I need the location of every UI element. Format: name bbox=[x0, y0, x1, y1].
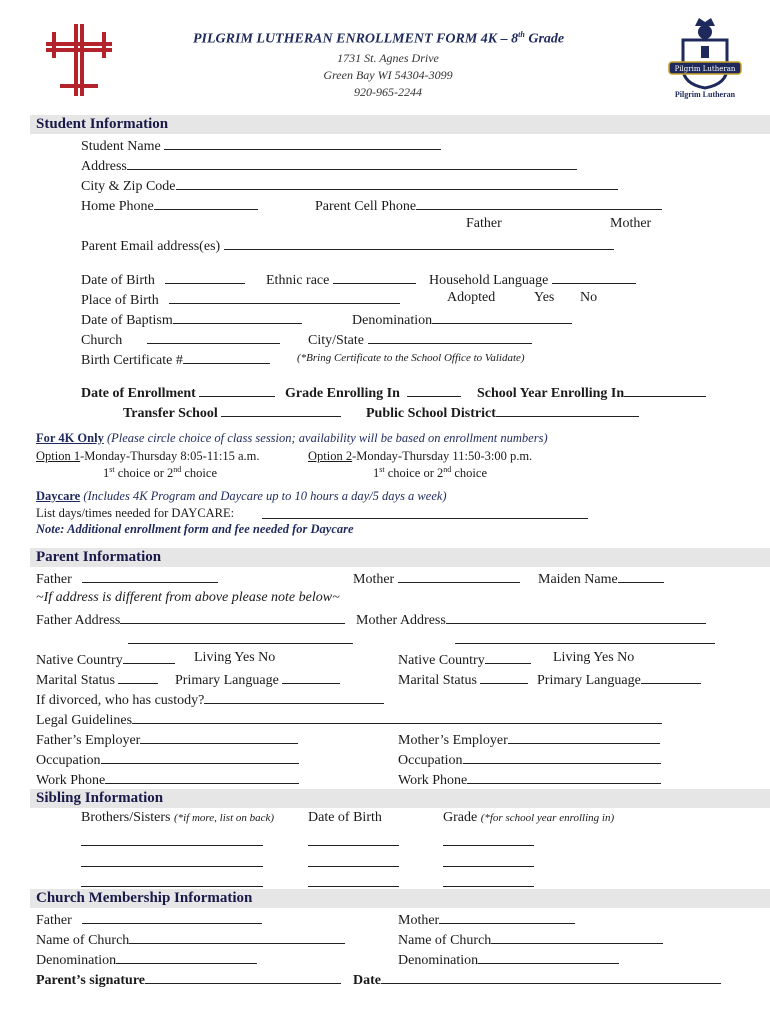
father-occupation-field[interactable] bbox=[36, 750, 299, 769]
cross-icon bbox=[46, 24, 112, 96]
parent-father-label: Father bbox=[36, 572, 72, 587]
home-phone-label: Home Phone bbox=[81, 199, 154, 214]
city-zip-field[interactable] bbox=[81, 176, 618, 195]
maiden-name-field[interactable] bbox=[538, 569, 664, 588]
mother-church-name-label: Name of Church bbox=[398, 933, 492, 948]
address-label: Address bbox=[81, 159, 127, 174]
mother-employer-label: Mother’s Employer bbox=[398, 733, 508, 748]
fourk-heading: For 4K Only (Please circle choice of class session; availability will be based on enrollment numbers) bbox=[36, 431, 548, 445]
father-church-name-field[interactable] bbox=[36, 930, 345, 949]
mother-denomination-label: Denomination bbox=[398, 953, 479, 968]
mother-primary-language-label: Primary Language bbox=[537, 673, 641, 688]
parent-email-field[interactable] bbox=[81, 236, 614, 255]
ethnic-label: Ethnic race bbox=[266, 273, 330, 288]
cell-father-label: Father bbox=[466, 216, 502, 231]
parent-father-field[interactable] bbox=[36, 569, 218, 588]
father-address-label: Father Address bbox=[36, 613, 121, 628]
address-field[interactable] bbox=[81, 156, 577, 175]
sibling-info-heading: Sibling Information bbox=[30, 789, 770, 808]
father-primary-language-field[interactable] bbox=[175, 670, 340, 689]
church-father-field[interactable] bbox=[36, 910, 262, 929]
sibling-grade-label: Grade (*for school year enrolling in) bbox=[443, 810, 615, 825]
mother-address-line-2[interactable] bbox=[455, 643, 715, 644]
pob-label: Place of Birth bbox=[81, 293, 159, 308]
enroll-date-label: Date of Enrollment bbox=[81, 386, 196, 401]
cross-logo bbox=[46, 24, 112, 96]
student-info-heading: Student Information bbox=[30, 115, 770, 134]
custody-label: If divorced, who has custody? bbox=[36, 693, 205, 708]
church-mother-label: Mother bbox=[398, 913, 440, 928]
daycare-list-label: List days/times needed for DAYCARE: bbox=[36, 506, 235, 520]
sibling-name-line[interactable] bbox=[81, 845, 263, 846]
legal-label: Legal Guidelines bbox=[36, 713, 133, 728]
form-title: PILGRIM LUTHERAN ENROLLMENT FORM 4K – 8th Grade bbox=[193, 30, 565, 47]
home-phone-field[interactable] bbox=[81, 196, 258, 215]
church-mother-field[interactable] bbox=[398, 910, 575, 929]
mother-living[interactable]: Living Yes No bbox=[553, 650, 635, 665]
parent-info-heading: Parent Information bbox=[30, 548, 770, 567]
maiden-name-label: Maiden Name bbox=[538, 572, 618, 587]
parent-mother-field[interactable] bbox=[353, 569, 520, 588]
crest-label: Pilgrim Lutheran bbox=[674, 90, 736, 99]
father-work-phone-field[interactable] bbox=[36, 770, 299, 789]
mother-work-phone-field[interactable] bbox=[398, 770, 661, 789]
mother-work-phone-label: Work Phone bbox=[398, 773, 468, 788]
denomination-field[interactable] bbox=[352, 310, 572, 329]
father-marital-label: Marital Status bbox=[36, 673, 115, 688]
parent-cell-label: Parent Cell Phone bbox=[315, 199, 417, 214]
student-name-field[interactable] bbox=[81, 136, 441, 155]
fourk-option-1-choice[interactable]: 1st choice or 2nd choice bbox=[103, 465, 217, 481]
church-info-heading: Church Membership Information bbox=[30, 889, 770, 908]
father-employer-label: Father’s Employer bbox=[36, 733, 141, 748]
address-diff-note: ~If address is different from above please note below~ bbox=[36, 590, 340, 605]
church-label: Church bbox=[81, 333, 123, 348]
adopted-no[interactable]: No bbox=[580, 290, 598, 305]
mother-marital-field[interactable] bbox=[398, 670, 528, 689]
adopted-label: Adopted bbox=[447, 290, 496, 305]
school-address-1: 1731 St. Agnes Drive bbox=[337, 51, 439, 65]
sibling-dob-line[interactable] bbox=[308, 886, 399, 887]
mother-occupation-label: Occupation bbox=[398, 753, 463, 768]
father-address-field[interactable] bbox=[36, 610, 345, 629]
mother-occupation-field[interactable] bbox=[398, 750, 661, 769]
parent-cell-field[interactable] bbox=[315, 196, 662, 215]
father-denomination-label: Denomination bbox=[36, 953, 117, 968]
siblings-label: Brothers/Sisters (*if more, list on back) bbox=[81, 810, 275, 825]
father-address-line-2[interactable] bbox=[128, 643, 353, 644]
father-native-country-label: Native Country bbox=[36, 653, 123, 668]
daycare-list-line[interactable] bbox=[262, 518, 588, 519]
father-church-name-label: Name of Church bbox=[36, 933, 130, 948]
pob-field[interactable] bbox=[81, 290, 400, 309]
household-language-label: Household Language bbox=[429, 273, 549, 288]
city-state-field[interactable] bbox=[308, 330, 532, 349]
father-work-phone-label: Work Phone bbox=[36, 773, 106, 788]
legal-field[interactable] bbox=[36, 710, 662, 729]
city-zip-label: City & Zip Code bbox=[81, 179, 176, 194]
school-year-field[interactable] bbox=[477, 383, 706, 402]
baptism-label: Date of Baptism bbox=[81, 313, 173, 328]
birth-cert-label: Birth Certificate # bbox=[81, 353, 183, 368]
school-address-2: Green Bay WI 54304-3099 bbox=[323, 68, 453, 82]
household-language-field[interactable] bbox=[429, 270, 636, 289]
father-living[interactable]: Living Yes No bbox=[194, 650, 276, 665]
mother-church-name-field[interactable] bbox=[398, 930, 663, 949]
dob-field[interactable] bbox=[81, 270, 245, 289]
transfer-label: Transfer School bbox=[123, 406, 218, 421]
sibling-grade-line[interactable] bbox=[443, 886, 534, 887]
father-denomination-field[interactable] bbox=[36, 950, 257, 969]
fourk-option-1[interactable]: Option 1-Monday-Thursday 8:05-11:15 a.m. bbox=[36, 449, 260, 463]
sibling-name-line[interactable] bbox=[81, 866, 263, 867]
parent-email-label: Parent Email address(es) bbox=[81, 239, 221, 254]
student-name-label: Student Name bbox=[81, 139, 161, 154]
enroll-date-field[interactable] bbox=[81, 383, 275, 402]
sibling-dob-line[interactable] bbox=[308, 845, 399, 846]
ethnic-field[interactable] bbox=[266, 270, 416, 289]
father-primary-language-label: Primary Language bbox=[175, 673, 279, 688]
grade-enrolling-field[interactable] bbox=[285, 383, 461, 402]
city-state-label: City/State bbox=[308, 333, 364, 348]
birth-cert-note: (*Bring Certificate to the School Office to Validate) bbox=[297, 352, 525, 364]
mother-native-country-field[interactable] bbox=[398, 650, 531, 669]
father-native-country-field[interactable] bbox=[36, 650, 175, 669]
sibling-grade-line[interactable] bbox=[443, 845, 534, 846]
school-year-label: School Year Enrolling In bbox=[477, 386, 625, 401]
denomination-label: Denomination bbox=[352, 313, 433, 328]
mother-denomination-field[interactable] bbox=[398, 950, 619, 969]
father-marital-field[interactable] bbox=[36, 670, 158, 689]
parent-mother-label: Mother bbox=[353, 572, 395, 587]
custody-field[interactable] bbox=[36, 690, 384, 709]
school-phone: 920-965-2244 bbox=[354, 85, 422, 99]
grade-enrolling-label: Grade Enrolling In bbox=[285, 386, 400, 401]
church-father-label: Father bbox=[36, 913, 72, 928]
mother-marital-label: Marital Status bbox=[398, 673, 477, 688]
school-crest bbox=[665, 18, 745, 104]
signature-date-label: Date bbox=[353, 973, 381, 988]
shield-icon bbox=[665, 18, 745, 90]
birth-cert-field[interactable] bbox=[81, 350, 270, 369]
transfer-field[interactable] bbox=[123, 403, 341, 422]
district-label: Public School District bbox=[366, 406, 496, 421]
sibling-dob-label: Date of Birth bbox=[308, 810, 382, 825]
sibling-dob-line[interactable] bbox=[308, 866, 399, 867]
daycare-heading: Daycare (Includes 4K Program and Daycare up to 10 hours a day/5 days a week) bbox=[36, 489, 447, 503]
daycare-warning: Note: Additional enrollment form and fee needed for Daycare bbox=[36, 522, 354, 536]
mother-employer-field[interactable] bbox=[398, 730, 660, 749]
signature-label: Parent’s signature bbox=[36, 973, 146, 988]
church-field[interactable] bbox=[81, 330, 280, 349]
sibling-grade-line[interactable] bbox=[443, 866, 534, 867]
sibling-name-line[interactable] bbox=[81, 886, 263, 887]
mother-primary-language-field[interactable] bbox=[537, 670, 701, 689]
father-occupation-label: Occupation bbox=[36, 753, 101, 768]
cell-mother-label: Mother bbox=[610, 216, 652, 231]
dob-label: Date of Birth bbox=[81, 273, 155, 288]
adopted-yes[interactable]: Yes bbox=[534, 290, 555, 305]
mother-address-field[interactable] bbox=[356, 610, 706, 629]
district-field[interactable] bbox=[366, 403, 639, 422]
svg-text:Pilgrim Lutheran: Pilgrim Lutheran bbox=[674, 65, 736, 73]
baptism-field[interactable] bbox=[81, 310, 302, 329]
father-employer-field[interactable] bbox=[36, 730, 298, 749]
fourk-option-2-choice[interactable]: 1st choice or 2nd choice bbox=[373, 465, 487, 481]
signature-field[interactable] bbox=[36, 970, 341, 989]
signature-date-field[interactable] bbox=[353, 970, 721, 989]
mother-native-country-label: Native Country bbox=[398, 653, 485, 668]
fourk-option-2[interactable]: Option 2-Monday-Thursday 11:50-3:00 p.m. bbox=[308, 449, 533, 463]
mother-address-label: Mother Address bbox=[356, 613, 446, 628]
